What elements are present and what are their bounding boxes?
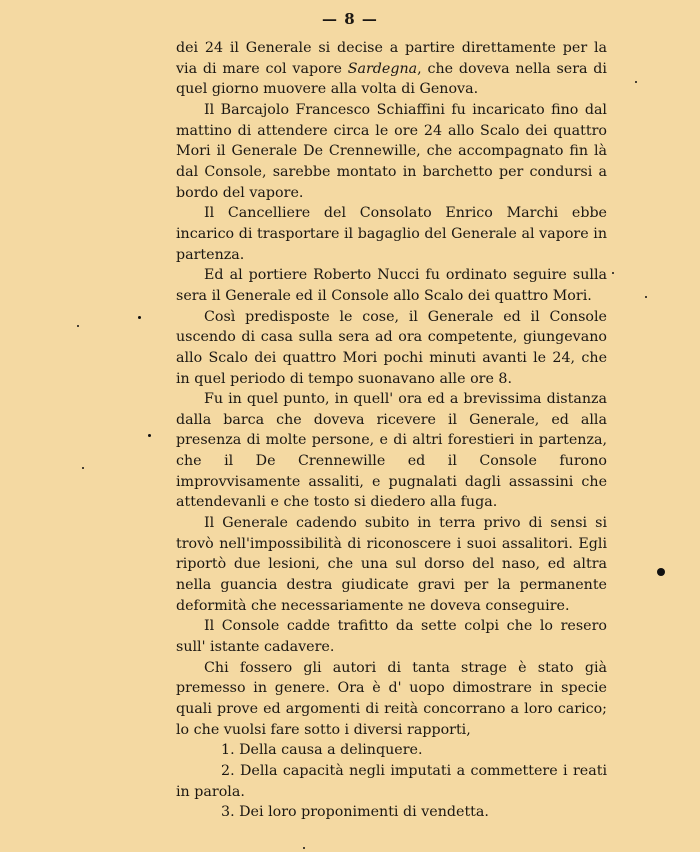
- body-text: [176, 38, 607, 823]
- ink-speck: [303, 847, 305, 849]
- paragraph-barcajolo: Il Barcajolo Francesco Schiaffini fu incaricato fino dal mattino di attendere circa le ore 24 allo Scalo dei quattro Mori il Generale De Crennewille, che accompagnato fin là dal Console, sarebbe montato in barchetto per condursi a bordo del vapore.: [176, 101, 607, 201]
- ink-speck: [138, 316, 141, 319]
- ink-speck: [657, 568, 665, 576]
- paragraph-aggressione: Fu in quel punto, in quell' ora ed a brevissima distanza dalla barca che doveva ricevere il Generale, ed alla presenza di molte persone, e di altri forestieri in partenza, che il De Crennewille ed il Console furono improvvisamente assaliti, e pugnalati dagli assassini che attendevanli e che tosto si diedero alla fuga.: [176, 391, 607, 511]
- paragraph-autori: Chi fossero gli autori di tanta strage è stato già premesso in genere. Ora è d' uopo dimostrare in specie quali prove ed argomenti di reità concorrano a loro carico; lo che vuolsi fare sotto i diversi rapporti,: [176, 659, 607, 738]
- list-item-vendetta: 3. Dei loro proponimenti di vendetta.: [221, 804, 489, 821]
- paragraph-predisposte: Così predisposte le cose, il Generale ed il Console uscendo di casa sulla sera ad ora competente, giungevano allo Scalo dei quattro Mori pochi minuti avanti le 24, che in quel periodo di tempo suonavano alle ore 8.: [176, 308, 607, 387]
- paragraph-continuation-text: dei 24 il Generale si decise a partire direttamente per la via di mare col vapore Sardegna, che doveva nella sera di quel giorno muovere alla volta di Genova.: [176, 40, 607, 98]
- ink-speck: [77, 325, 79, 327]
- page-number: — 8 —: [322, 10, 378, 28]
- list-item-capacita: 2. Della capacità negli imputati a commettere i reati in parola.: [176, 762, 607, 800]
- list-item-causa: 1. Della causa a delinquere.: [221, 742, 423, 759]
- paragraph-generale-ferito: Il Generale cadendo subito in terra privo di sensi si trovò nell'impossibilità di riconoscere i suoi assalitori. Egli riportò due lesioni, che una sul dorso del naso, ed altra nella guancia destra giudicate gravi per la permanente deformità che necessariamente ne doveva conseguire.: [176, 515, 607, 614]
- paragraph-cancelliere: Il Cancelliere del Consolato Enrico Marchi ebbe incarico di trasportare il bagaglio del Generale al vapore in partenza.: [176, 205, 607, 263]
- ink-speck: [635, 81, 637, 83]
- paragraph-console: Il Console cadde trafitto da sette colpi che lo resero sull' istante cadavere.: [176, 618, 607, 656]
- ink-speck: [148, 434, 151, 437]
- paragraph-continuation: [176, 38, 607, 100]
- paragraph-portiere: Ed al portiere Roberto Nucci fu ordinato seguire sulla sera il Generale ed il Console allo Scalo dei quattro Mori.: [176, 267, 607, 304]
- ink-speck: [612, 272, 614, 274]
- ink-speck: [645, 296, 647, 298]
- ink-speck: [82, 467, 84, 469]
